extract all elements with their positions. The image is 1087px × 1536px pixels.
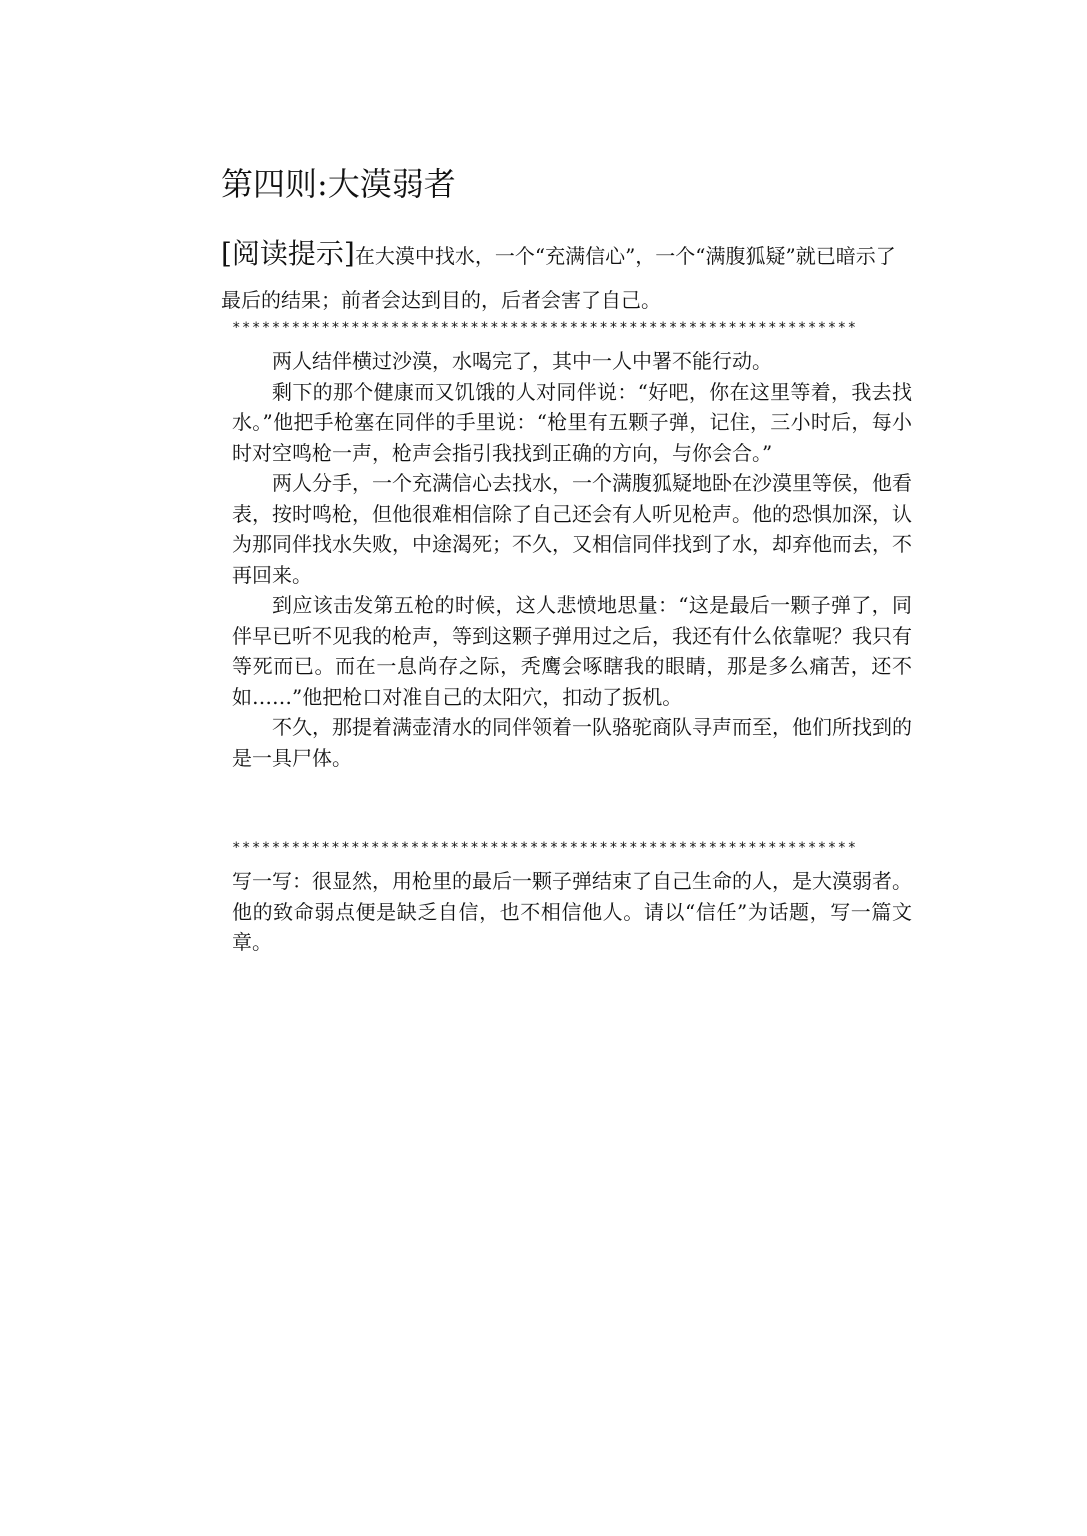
story-body [232, 346, 912, 773]
story-paragraph: 两人分手，一个充满信心去找水，一个满腹狐疑地卧在沙漠里等侯，他看表，按时鸣枪，但他很难相信除了自己还会有人听见枪声。他的恐惧加深，认为那同伴找水失败，中途渴死；不久，又相信同伴找到了水，却弃他而去，不再回来。 [232, 471, 912, 587]
reading-hint-label: [阅读提示] [221, 237, 355, 270]
story-paragraph: 两人结伴横过沙漠，水喝完了，其中一人中署不能行动。 [272, 349, 772, 373]
page-title: 第四则:大漠弱者 [221, 165, 456, 203]
writing-task [232, 866, 912, 958]
separator-top: *************************************************************** [232, 320, 858, 336]
reading-hint-text: 在大漠中找水，一个“充满信心”，一个“满腹狐疑”就已暗示了最后的结果；前者会达到目的，后者会害了自己。 [221, 244, 896, 312]
writing-task-text: 写一写：很显然，用枪里的最后一颗子弹结束了自己生命的人，是大漠弱者。他的致命弱点便是缺乏自信，也不相信他人。请以“信任”为话题，写一篇文章。 [232, 869, 912, 954]
reading-hint [221, 232, 911, 322]
separator-bottom: *************************************************************** [232, 840, 858, 856]
story-paragraph: 不久，那提着满壶清水的同伴领着一队骆驼商队寻声而至，他们所找到的是一具尸体。 [232, 715, 912, 770]
story-paragraph: 剩下的那个健康而又饥饿的人对同伴说：“好吧，你在这里等着，我去找水。”他把手枪塞在同伴的手里说：“枪里有五颗子弹，记住，三小时后，每小时对空鸣枪一声，枪声会指引我找到正确的方向，与你会合。” [232, 379, 912, 465]
story-paragraph: 到应该击发第五枪的时候，这人悲愤地思量：“这是最后一颗子弹了，同伴早已听不见我的枪声，等到这颗子弹用过之后，我还有什么依靠呢？我只有等死而已。而在一息尚存之际，秃鹰会啄瞎我的眼睛，那是多么痛苦，还不如……”他把枪口对准自己的太阳穴，扣动了扳机。 [232, 593, 912, 709]
